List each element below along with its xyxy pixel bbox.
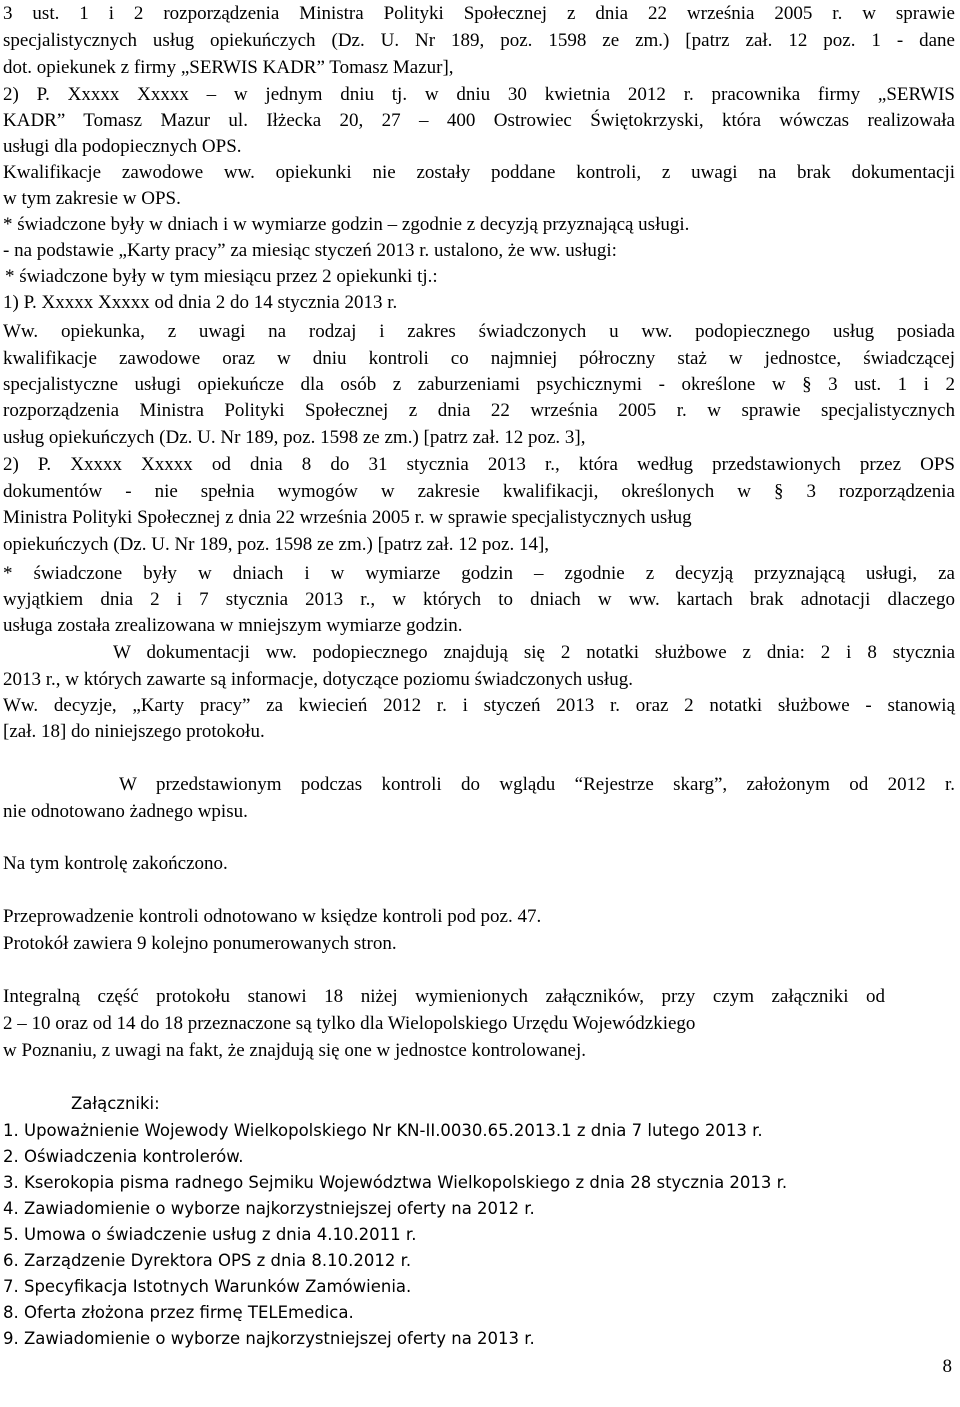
text-line: Protokół zawiera 9 kolejno ponumerowanych stron.	[3, 933, 397, 954]
attachments-heading: Załączniki:	[71, 1094, 160, 1113]
text-line: W przedstawionym podczas kontroli do wglądu “Rejestrze skarg”, założonym od 2012 r.	[119, 774, 955, 795]
attachment-item: 9. Zawiadomienie o wyborze najkorzystniejszej oferty na 2013 r.	[3, 1329, 535, 1348]
text-line: - na podstawie „Karty pracy” za miesiąc styczeń 2013 r. ustalono, że ww. usługi:	[3, 240, 617, 261]
text-line: * świadczone były w tym miesiącu przez 2 opiekunki tj.:	[5, 266, 438, 287]
attachment-item: 8. Oferta złożona przez firmę TELEmedica.	[3, 1303, 354, 1322]
page-number: 8	[942, 1356, 952, 1377]
text-line: 2) P. Xxxxx Xxxxx od dnia 8 do 31 stycznia 2013 r., która według przedstawionych przez OPS	[3, 454, 955, 475]
attachment-item: 7. Specyfikacja Istotnych Warunków Zamówienia.	[3, 1277, 412, 1296]
text-line: specjalistyczne usługi opiekuńcze dla osób z zaburzeniami psychicznymi - określone w § 3 ust. 1 i 2	[3, 374, 955, 395]
text-line: dokumentów - nie spełnia wymogów w zakresie kwalifikacji, określonych w § 3 rozporządzenia	[3, 481, 955, 502]
text-line: Kwalifikacje zawodowe ww. opiekunki nie zostały poddane kontroli, z uwagi na brak dokumentacji	[3, 162, 955, 183]
text-line: wyjątkiem dnia 2 i 7 stycznia 2013 r., w których to dniach w ww. kartach brak adnotacji dlaczego	[3, 589, 955, 610]
text-line: Integralną część protokołu stanowi 18 niżej wymienionych załączników, przy czym załączniki od	[3, 986, 885, 1007]
attachment-item: 6. Zarządzenie Dyrektora OPS z dnia 8.10.2012 r.	[3, 1251, 412, 1270]
text-line: usługi dla podopiecznych OPS.	[3, 136, 242, 157]
text-line: kwalifikacje zawodowe oraz w dniu kontroli co najmniej półroczny staż w jednostce, świadczącej	[3, 348, 955, 369]
text-line: rozporządzenia Ministra Polityki Społecznej z dnia 22 września 2005 r. w sprawie specjalistycznych	[3, 400, 955, 421]
attachment-item: 1. Upoważnienie Wojewody Wielkopolskiego Nr KN-II.0030.65.2013.1 z dnia 7 lutego 2013 r.	[3, 1121, 763, 1140]
text-line: 1) P. Xxxxx Xxxxx od dnia 2 do 14 stycznia 2013 r.	[3, 292, 398, 313]
text-line: * świadczone były w dniach i w wymiarze godzin – zgodnie z decyzją przyznającą usługi.	[3, 214, 690, 235]
text-line: W dokumentacji ww. podopiecznego znajdują się 2 notatki służbowe z dnia: 2 i 8 stycznia	[113, 642, 955, 663]
text-line: 3 ust. 1 i 2 rozporządzenia Ministra Polityki Społecznej z dnia 22 września 2005 r. w sprawie	[3, 3, 955, 24]
text-line: * świadczone były w dniach i w wymiarze godzin – zgodnie z decyzją przyznającą usługi, za	[3, 563, 955, 584]
text-line: usługa została zrealizowana w mniejszym wymiarze godzin.	[3, 615, 463, 636]
text-line: specjalistycznych usług opiekuńczych (Dz. U. Nr 189, poz. 1598 ze zm.) [patrz zał. 12 poz. 1 - dane	[3, 30, 955, 51]
text-line: KADR” Tomasz Mazur ul. Iłżecka 20, 27 – 400 Ostrowiec Świętokrzyski, która wówczas realizowała	[3, 110, 955, 131]
text-line: opiekuńczych (Dz. U. Nr 189, poz. 1598 ze zm.) [patrz zał. 12 poz. 14],	[3, 534, 550, 555]
attachment-item: 2. Oświadczenia kontrolerów.	[3, 1147, 244, 1166]
text-line: nie odnotowano żadnego wpisu.	[3, 801, 248, 822]
text-line: Przeprowadzenie kontroli odnotowano w księdze kontroli pod poz. 47.	[3, 906, 542, 927]
text-line: 2013 r., w których zawarte są informacje, dotyczące poziomu świadczonych usług.	[3, 669, 633, 690]
text-line: usług opiekuńczych (Dz. U. Nr 189, poz. 1598 ze zm.) [patrz zał. 12 poz. 3],	[3, 427, 586, 448]
text-line: w tym zakresie w OPS.	[3, 188, 181, 209]
text-line: w Poznaniu, z uwagi na fakt, że znajdują się one w jednostce kontrolowanej.	[3, 1040, 587, 1061]
text-line: 2) P. Xxxxx Xxxxx – w jednym dniu tj. w dniu 30 kwietnia 2012 r. pracownika firmy „SERWIS	[3, 84, 955, 105]
attachment-item: 5. Umowa o świadczenie usług z dnia 4.10.2011 r.	[3, 1225, 417, 1244]
text-line: 2 – 10 oraz od 14 do 18 przeznaczone są tylko dla Wielopolskiego Urzędu Wojewódzkiego	[3, 1013, 696, 1034]
text-line: Ww. decyzje, „Karty pracy” za kwiecień 2012 r. i styczeń 2013 r. oraz 2 notatki służbowe - stanowią	[3, 695, 955, 716]
text-line: Ww. opiekunka, z uwagi na rodzaj i zakres świadczonych u ww. podopiecznego usług posiada	[3, 321, 955, 342]
text-line: dot. opiekunek z firmy „SERWIS KADR” Tomasz Mazur],	[3, 57, 454, 78]
attachment-item: 4. Zawiadomienie o wyborze najkorzystniejszej oferty na 2012 r.	[3, 1199, 535, 1218]
text-line: Na tym kontrolę zakończono.	[3, 853, 228, 874]
attachment-item: 3. Kserokopia pisma radnego Sejmiku Województwa Wielkopolskiego z dnia 28 stycznia 2013 r.	[3, 1173, 788, 1192]
text-line: [zał. 18] do niniejszego protokołu.	[3, 721, 265, 742]
text-line: Ministra Polityki Społecznej z dnia 22 września 2005 r. w sprawie specjalistycznych usług	[3, 507, 692, 528]
